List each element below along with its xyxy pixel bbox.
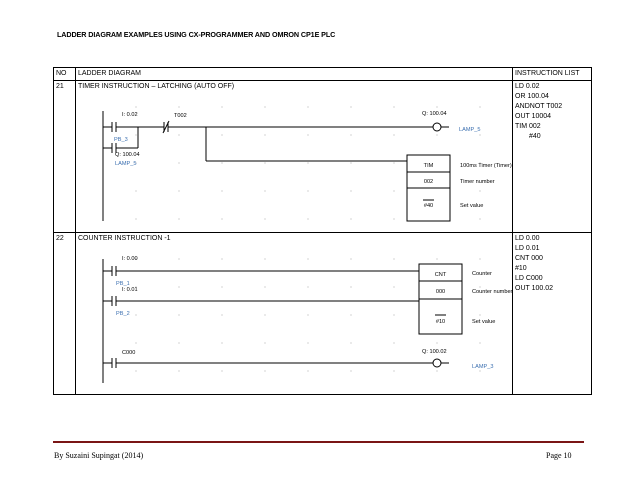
instruction-line: TIM 002 <box>515 123 541 130</box>
timer-set-value: #40 <box>423 203 434 209</box>
counter-label-set-value: Set value <box>472 319 496 325</box>
instruction-line: OUT 10004 <box>515 113 552 120</box>
instruction-line: LD 0.00 <box>515 235 540 242</box>
timer-block-name: TIM <box>423 163 434 169</box>
timer-label-set-value: Set value <box>460 203 484 209</box>
ladder-table <box>53 67 592 395</box>
coil-tag: LAMP_3 <box>472 364 494 370</box>
row-number: 21 <box>54 81 76 233</box>
counter-block-name: CNT <box>434 272 447 278</box>
instruction-line: #10 <box>515 265 527 272</box>
table-header-row <box>54 68 592 81</box>
instruction-line: OR 100.04 <box>515 93 549 100</box>
counter-label-type: Counter <box>472 271 492 277</box>
row-number: 22 <box>54 233 76 395</box>
row-title: COUNTER INSTRUCTION -1 <box>78 235 171 242</box>
contact-2-tag: PB_2 <box>116 311 130 317</box>
footer-rule <box>53 441 584 443</box>
contact-1-address: I: 0.00 <box>122 256 138 262</box>
contact-1-address: I: 0.02 <box>122 112 138 118</box>
instruction-line: LD C000 <box>515 275 543 282</box>
contact-1-tag: PB_3 <box>114 137 128 143</box>
timer-label-type: 100ms Timer (Timer) <box>460 163 512 169</box>
contact-2-tag: LAMP_5 <box>115 161 137 167</box>
contact-3-address: C000 <box>122 350 136 356</box>
timer-ladder-diagram <box>76 81 512 231</box>
timer-number: 002 <box>423 179 434 185</box>
coil-address: Q: 100.02 <box>422 349 447 355</box>
header-no: NO <box>54 68 76 81</box>
instruction-line: ANDNOT T002 <box>515 103 563 110</box>
instruction-line: #40 <box>529 133 541 140</box>
coil-lamp5 <box>433 123 441 131</box>
instruction-line: LD 0.02 <box>515 83 540 90</box>
coil-address: Q: 100.04 <box>422 111 447 117</box>
table-row <box>54 81 592 233</box>
nc-contact-address: T002 <box>174 113 187 119</box>
row-title: TIMER INSTRUCTION – LATCHING (AUTO OFF) <box>78 83 235 90</box>
instruction-line: LD 0.01 <box>515 245 540 252</box>
table-row <box>54 233 592 395</box>
contact-2-address: I: 0.01 <box>122 287 138 293</box>
coil-tag: LAMP_5 <box>459 127 481 133</box>
footer-author: By Suzaini Supingat (2014) <box>54 451 144 460</box>
counter-set-value: #10 <box>435 319 446 325</box>
instruction-line: OUT 100.02 <box>515 285 554 292</box>
timer-label-number: Timer number <box>460 179 495 185</box>
contact-1-tag: PB_1 <box>116 281 130 287</box>
ladder-diagram-cell <box>76 81 513 233</box>
instruction-list-cell <box>513 233 592 395</box>
counter-ladder-diagram <box>76 233 513 393</box>
document-title: LADDER DIAGRAM EXAMPLES USING CX-PROGRAMMER AND OMRON CP1E PLC <box>57 30 336 39</box>
instruction-line: CNT 000 <box>515 255 543 262</box>
header-instruction-list: INSTRUCTION LIST <box>513 68 592 81</box>
footer-page-number: Page 10 <box>546 451 572 460</box>
coil-lamp3 <box>433 359 441 367</box>
instruction-list-cell <box>513 81 592 233</box>
counter-number: 000 <box>435 289 446 295</box>
header-ladder-diagram: LADDER DIAGRAM <box>76 68 513 81</box>
contact-2-address: Q: 100.04 <box>115 152 140 158</box>
ladder-diagram-cell <box>76 233 513 395</box>
counter-label-number: Counter number <box>472 289 513 295</box>
